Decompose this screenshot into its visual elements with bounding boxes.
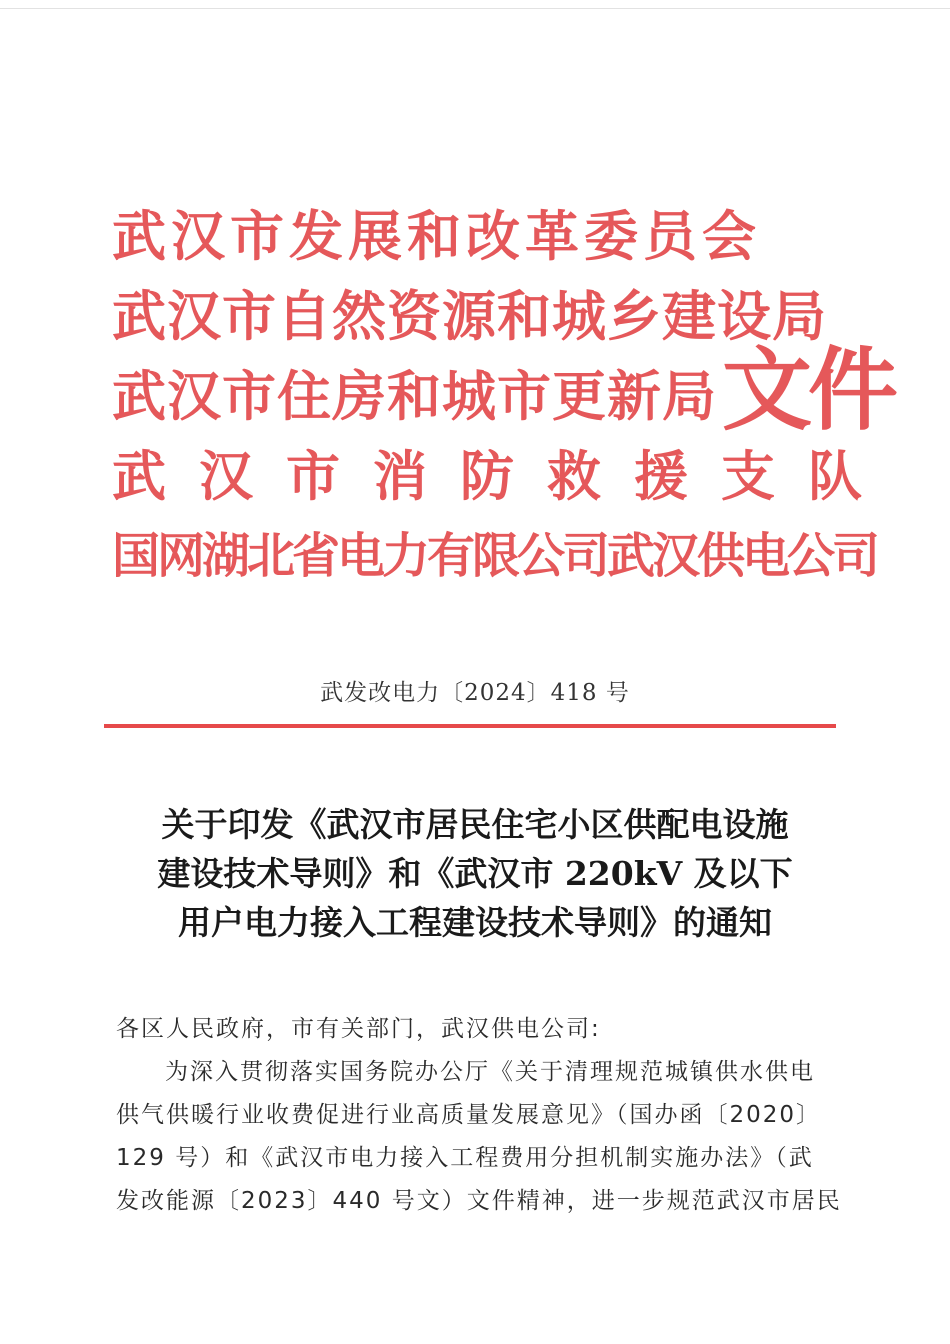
body-line: 供气供暖行业收费促进行业高质量发展意见》（国办函〔2020〕	[116, 1102, 822, 1128]
org-name: 武汉市发展和改革委员会	[112, 204, 761, 268]
org-name: 武汉市消防救援支队	[112, 444, 895, 508]
org-name: 武汉市自然资源和城乡建设局	[112, 284, 827, 348]
org-name: 国网湖北省电力有限公司武汉供电公司	[112, 528, 878, 584]
title-line: 建设技术导则》和《武汉市 220kV 及以下	[157, 854, 793, 893]
title-line: 关于印发《武汉市居民住宅小区供配电设施	[161, 805, 789, 844]
document-number: 武发改电力〔2024〕418 号	[320, 680, 630, 706]
document-type-label: 文件	[722, 337, 894, 443]
scan-edge-line	[0, 8, 950, 9]
red-divider	[104, 724, 836, 728]
document-body	[116, 1008, 842, 1223]
body-line: 发改能源〔2023〕440 号文）文件精神，进一步规范武汉市居民	[116, 1188, 842, 1214]
org-name: 武汉市住房和城市更新局	[112, 364, 717, 428]
salutation: 各区人民政府，市有关部门，武汉供电公司:	[116, 1016, 601, 1042]
body-line: 为深入贯彻落实国务院办公厅《关于清理规范城镇供水供电	[165, 1059, 815, 1085]
document-title	[100, 800, 850, 947]
title-line: 用户电力接入工程建设技术导则》的通知	[178, 903, 772, 942]
body-line: 129 号）和《武汉市电力接入工程费用分担机制实施办法》（武	[116, 1145, 814, 1171]
